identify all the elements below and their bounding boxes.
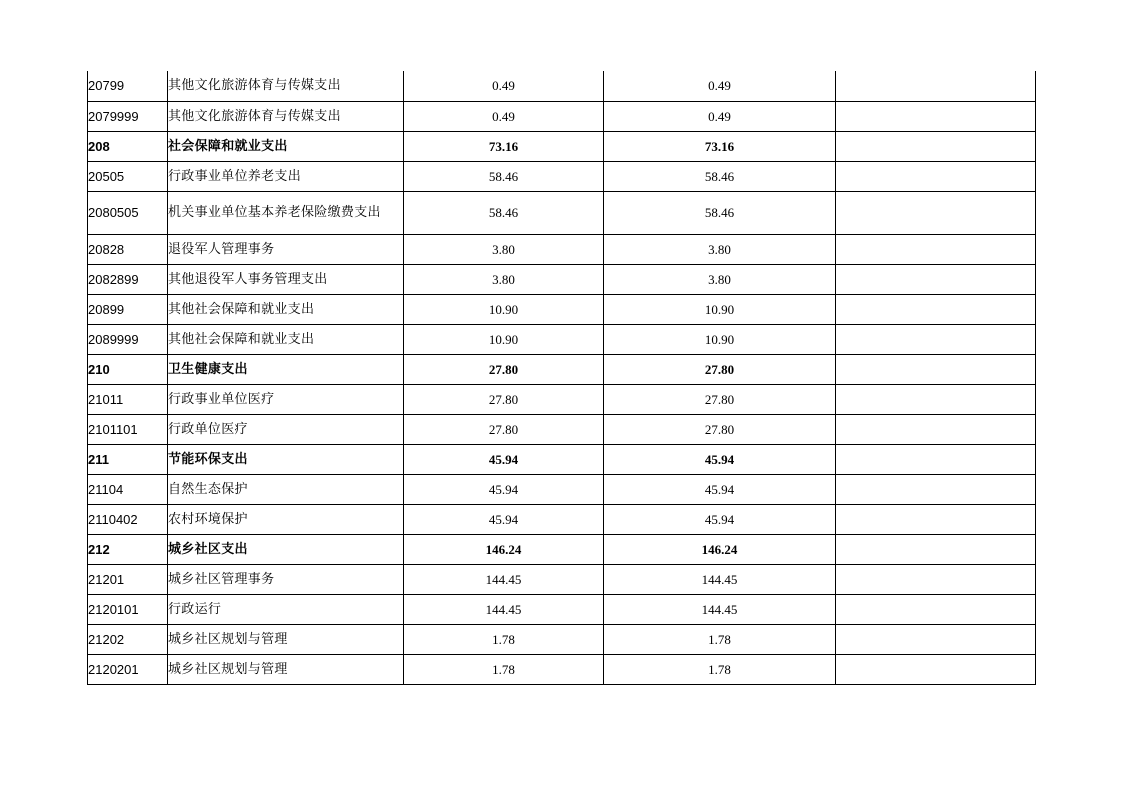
amount-cell: 27.80 (604, 414, 836, 444)
table-row (88, 191, 1036, 234)
note-cell (836, 564, 1036, 594)
note-cell (836, 474, 1036, 504)
table-row (88, 354, 1036, 384)
account-code-cell: 20505 (88, 161, 168, 191)
amount-cell: 146.24 (404, 534, 604, 564)
amount-cell: 10.90 (404, 324, 604, 354)
amount-cell: 1.78 (404, 624, 604, 654)
note-cell (836, 101, 1036, 131)
account-name-cell: 退役军人管理事务 (168, 234, 404, 264)
account-name-cell: 社会保障和就业支出 (168, 131, 404, 161)
note-cell (836, 234, 1036, 264)
amount-cell: 58.46 (404, 161, 604, 191)
account-name-cell: 其他文化旅游体育与传媒支出 (168, 71, 404, 101)
account-code-cell: 212 (88, 534, 168, 564)
account-code-cell: 2079999 (88, 101, 168, 131)
note-cell (836, 504, 1036, 534)
table-row (88, 234, 1036, 264)
amount-cell: 10.90 (604, 324, 836, 354)
amount-cell: 45.94 (604, 474, 836, 504)
account-name-cell: 其他社会保障和就业支出 (168, 294, 404, 324)
note-cell (836, 131, 1036, 161)
amount-cell: 1.78 (604, 624, 836, 654)
amount-cell: 45.94 (404, 444, 604, 474)
amount-cell: 27.80 (604, 354, 836, 384)
note-cell (836, 324, 1036, 354)
note-cell (836, 414, 1036, 444)
note-cell (836, 624, 1036, 654)
table-row (88, 324, 1036, 354)
account-code-cell: 20828 (88, 234, 168, 264)
account-name-cell: 行政事业单位医疗 (168, 384, 404, 414)
note-cell (836, 654, 1036, 684)
note-cell (836, 384, 1036, 414)
account-code-cell: 21202 (88, 624, 168, 654)
table-row (88, 624, 1036, 654)
amount-cell: 0.49 (604, 71, 836, 101)
table-row (88, 101, 1036, 131)
amount-cell: 45.94 (604, 444, 836, 474)
table-row (88, 414, 1036, 444)
table-row (88, 161, 1036, 191)
amount-cell: 144.45 (604, 594, 836, 624)
account-code-cell: 211 (88, 444, 168, 474)
account-name-cell: 城乡社区规划与管理 (168, 624, 404, 654)
table-row (88, 444, 1036, 474)
note-cell (836, 294, 1036, 324)
table-row (88, 294, 1036, 324)
note-cell (836, 264, 1036, 294)
table-row (88, 564, 1036, 594)
note-cell (836, 534, 1036, 564)
table-row (88, 264, 1036, 294)
account-name-cell: 自然生态保护 (168, 474, 404, 504)
budget-table-page (87, 71, 1035, 685)
table-row (88, 71, 1036, 101)
table-row (88, 654, 1036, 684)
amount-cell: 0.49 (604, 101, 836, 131)
account-code-cell: 2101101 (88, 414, 168, 444)
account-name-cell: 节能环保支出 (168, 444, 404, 474)
table-row (88, 534, 1036, 564)
amount-cell: 144.45 (404, 594, 604, 624)
amount-cell: 27.80 (404, 414, 604, 444)
table-row (88, 474, 1036, 504)
account-code-cell: 2082899 (88, 264, 168, 294)
amount-cell: 73.16 (404, 131, 604, 161)
account-name-cell: 其他文化旅游体育与传媒支出 (168, 101, 404, 131)
amount-cell: 3.80 (404, 234, 604, 264)
table-row (88, 504, 1036, 534)
expenditure-table (87, 71, 1036, 685)
amount-cell: 144.45 (404, 564, 604, 594)
amount-cell: 10.90 (604, 294, 836, 324)
amount-cell: 10.90 (404, 294, 604, 324)
account-code-cell: 20899 (88, 294, 168, 324)
table-row (88, 594, 1036, 624)
amount-cell: 1.78 (604, 654, 836, 684)
account-code-cell: 21011 (88, 384, 168, 414)
table-row (88, 131, 1036, 161)
note-cell (836, 161, 1036, 191)
account-code-cell: 2120201 (88, 654, 168, 684)
note-cell (836, 444, 1036, 474)
amount-cell: 3.80 (604, 234, 836, 264)
amount-cell: 3.80 (404, 264, 604, 294)
amount-cell: 0.49 (404, 71, 604, 101)
amount-cell: 58.46 (604, 191, 836, 234)
amount-cell: 58.46 (604, 161, 836, 191)
account-code-cell: 208 (88, 131, 168, 161)
amount-cell: 45.94 (604, 504, 836, 534)
amount-cell: 73.16 (604, 131, 836, 161)
note-cell (836, 71, 1036, 101)
account-code-cell: 2120101 (88, 594, 168, 624)
amount-cell: 144.45 (604, 564, 836, 594)
account-code-cell: 21201 (88, 564, 168, 594)
table-body (88, 71, 1036, 684)
account-name-cell: 行政单位医疗 (168, 414, 404, 444)
account-name-cell: 行政事业单位养老支出 (168, 161, 404, 191)
amount-cell: 27.80 (404, 384, 604, 414)
amount-cell: 3.80 (604, 264, 836, 294)
account-code-cell: 2089999 (88, 324, 168, 354)
account-name-cell: 行政运行 (168, 594, 404, 624)
account-name-cell: 城乡社区规划与管理 (168, 654, 404, 684)
amount-cell: 58.46 (404, 191, 604, 234)
table-row (88, 384, 1036, 414)
amount-cell: 146.24 (604, 534, 836, 564)
amount-cell: 27.80 (604, 384, 836, 414)
account-name-cell: 其他退役军人事务管理支出 (168, 264, 404, 294)
account-name-cell: 卫生健康支出 (168, 354, 404, 384)
account-name-cell: 机关事业单位基本养老保险缴费支出 (168, 191, 404, 234)
account-code-cell: 21104 (88, 474, 168, 504)
account-name-cell: 其他社会保障和就业支出 (168, 324, 404, 354)
account-code-cell: 210 (88, 354, 168, 384)
note-cell (836, 354, 1036, 384)
account-name-cell: 城乡社区管理事务 (168, 564, 404, 594)
amount-cell: 45.94 (404, 504, 604, 534)
amount-cell: 0.49 (404, 101, 604, 131)
account-name-cell: 城乡社区支出 (168, 534, 404, 564)
account-code-cell: 2110402 (88, 504, 168, 534)
account-code-cell: 20799 (88, 71, 168, 101)
amount-cell: 45.94 (404, 474, 604, 504)
amount-cell: 27.80 (404, 354, 604, 384)
note-cell (836, 594, 1036, 624)
note-cell (836, 191, 1036, 234)
account-name-cell: 农村环境保护 (168, 504, 404, 534)
account-code-cell: 2080505 (88, 191, 168, 234)
amount-cell: 1.78 (404, 654, 604, 684)
